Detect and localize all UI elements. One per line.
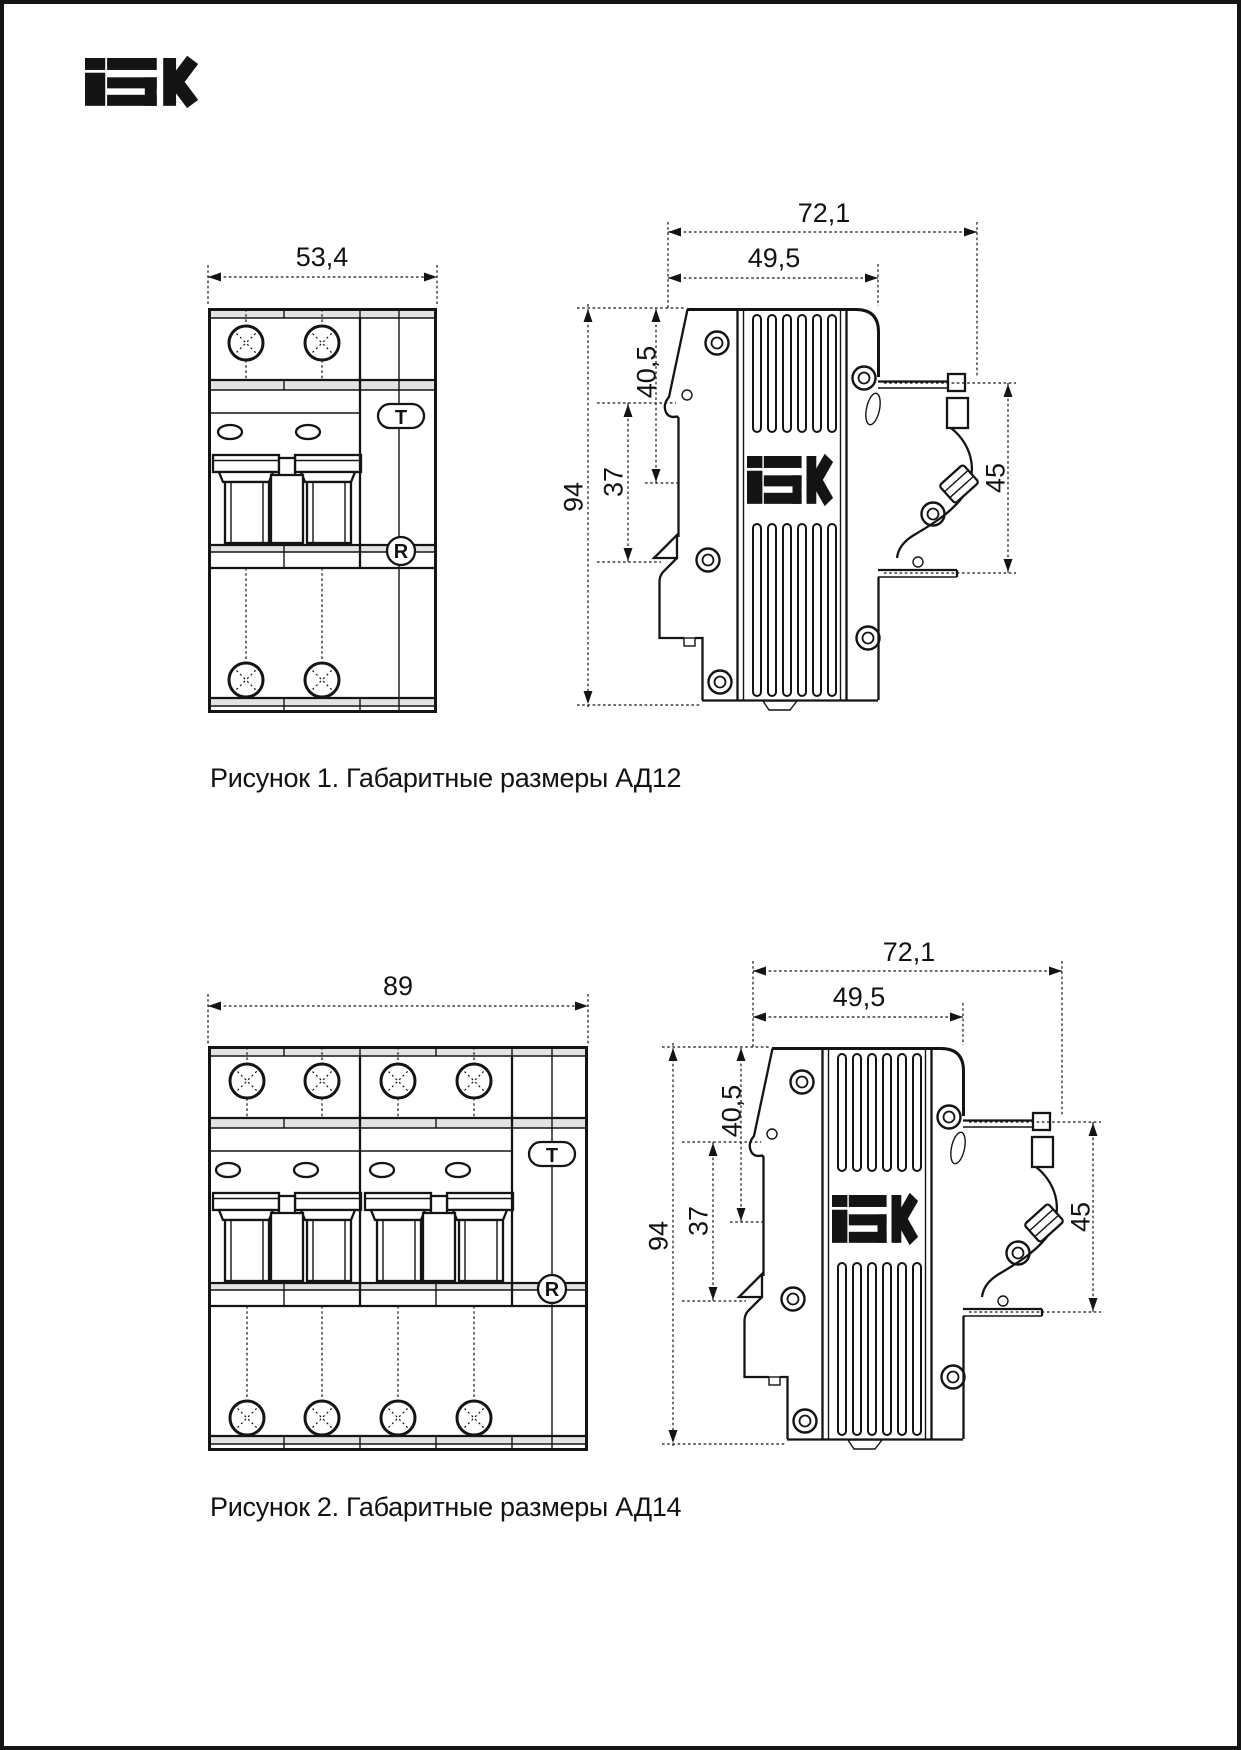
dim-width-ad14: 89	[382, 971, 414, 1001]
figure-2-caption: Рисунок 2. Габаритные размеры АД14	[210, 1492, 682, 1522]
dim-din-span: 37	[683, 1205, 714, 1237]
dim-din-span: 37	[598, 466, 629, 498]
dim-terminal-span: 45	[980, 462, 1011, 494]
reset-button-marking	[538, 1275, 566, 1303]
figure-2-ad14	[208, 937, 1101, 1451]
side-view-ad12	[559, 198, 1016, 710]
front-view-ad12	[208, 242, 437, 713]
test-button-marking	[378, 404, 424, 429]
dim-height: 94	[558, 481, 589, 513]
test-button-label: T	[394, 407, 408, 430]
figure-1-caption: Рисунок 1. Габаритные размеры АД12	[210, 763, 682, 793]
test-button-label: T	[545, 1145, 559, 1168]
dim-front-offset: 40,5	[631, 345, 662, 399]
test-button-marking	[529, 1142, 575, 1167]
width-dimension	[208, 242, 437, 306]
dim-front-offset: 40,5	[716, 1084, 747, 1138]
reset-button-label: R	[393, 541, 409, 564]
dim-total-depth: 72,1	[797, 198, 851, 228]
dim-height: 94	[643, 1220, 674, 1252]
figure-1-ad12	[208, 198, 1016, 713]
reset-button-label: R	[544, 1279, 560, 1302]
front-view-ad14	[208, 971, 588, 1451]
dim-body-depth: 49,5	[832, 982, 886, 1012]
width-dimension	[208, 971, 588, 1044]
dim-terminal-span: 45	[1065, 1201, 1096, 1233]
dim-body-depth: 49,5	[747, 243, 801, 273]
dim-total-depth: 72,1	[882, 937, 936, 967]
iek-logo	[85, 58, 193, 106]
dim-width-ad12: 53,4	[295, 242, 349, 272]
reset-button-marking	[387, 537, 415, 565]
side-view-ad14	[644, 937, 1101, 1449]
